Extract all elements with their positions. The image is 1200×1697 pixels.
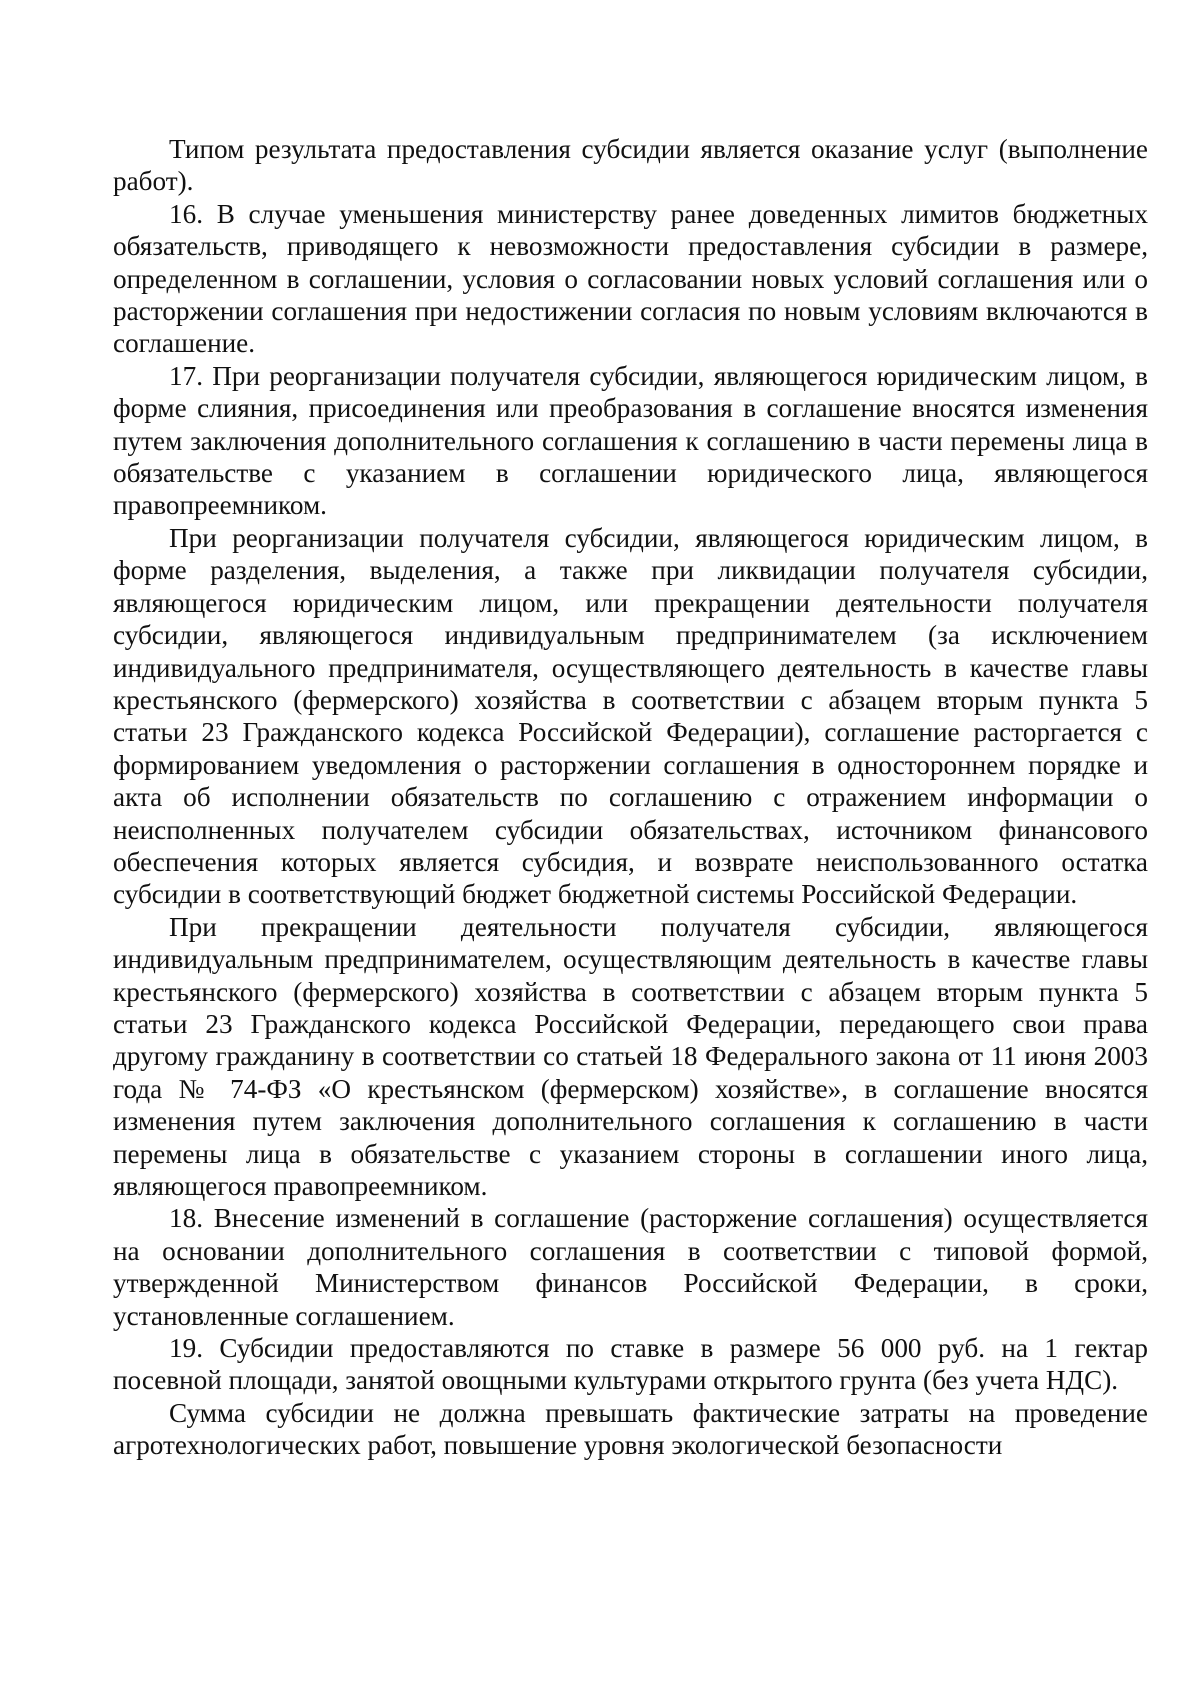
paragraph-reorganization: При реорганизации получателя субсидии, являющегося юридическим лицом, в форме разделения, выделения, а также при ликвидации получателя субсидии, являющегося юридическим лицом, или прекращении деятельности получателя субсидии, являющегося индивидуальным предпринимателем (за исключением индивидуального предпринимателя, осуществляющего деятельность в качестве главы крестьянского (фермерского) хозяйства в соответствии с абзацем вторым пункта 5 статьи 23 Гражданского кодекса Российской Федерации), соглашение расторгается с формированием уведомления о расторжении соглашения в одностороннем порядке и акта об исполнении обязательств по соглашению с отражением информации о неисполненных получателем субсидии обязательствах, источником финансового обеспечения которых является субсидия, и возврате неиспользованного остатка субсидии в соответствующий бюджет бюджетной системы Российской Федерации.: [113, 522, 1148, 910]
document-page: [113, 133, 1148, 1462]
paragraph-subsidy-sum: Сумма субсидии не должна превышать фактические затраты на проведение агротехнологических работ, повышение уровня экологической безопасности: [113, 1397, 1148, 1461]
paragraph-item-19: 19. Субсидии предоставляются по ставке в размере 56 000 руб. на 1 гектар посевной площади, занятой овощными культурами открытого грунта (без учета НДС).: [113, 1333, 1148, 1396]
paragraph-result-type: Типом результата предоставления субсидии является оказание услуг (выполнение работ).: [113, 134, 1148, 197]
paragraph-item-17: 17. При реорганизации получателя субсидии, являющегося юридическим лицом, в форме слияния, присоединения или преобразования в соглашение вносятся изменения путем заключения дополнительного соглашения к соглашению в части перемены лица в обязательстве с указанием в соглашении юридического лица, являющегося правопреемником.: [113, 360, 1148, 521]
paragraph-item-18: 18. Внесение изменений в соглашение (расторжение соглашения) осуществляется на основании дополнительного соглашения в соответствии с типовой формой, утвержденной Министерством финансов Российской Федерации, в сроки, установленные соглашением.: [113, 1203, 1148, 1331]
paragraph-item-16: 16. В случае уменьшения министерству ранее доведенных лимитов бюджетных обязательств, приводящего к невозможности предоставления субсидии в размере, определенном в соглашении, условия о согласовании новых условий соглашения или о расторжении соглашения при недостижении согласия по новым условиям включаются в соглашение.: [113, 198, 1148, 359]
paragraph-termination: При прекращении деятельности получателя субсидии, являющегося индивидуальным предпринимателем, осуществляющим деятельность в качестве главы крестьянского (фермерского) хозяйства в соответствии с абзацем вторым пункта 5 статьи 23 Гражданского кодекса Российской Федерации, передающего свои права другому гражданину в соответствии со статьей 18 Федерального закона от 11 июня 2003 года № 74-ФЗ «О крестьянском (фермерском) хозяйстве», в соглашение вносятся изменения путем заключения дополнительного соглашения к соглашению в части перемены лица в обязательстве с указанием стороны в соглашении иного лица, являющегося правопреемником.: [113, 911, 1148, 1201]
